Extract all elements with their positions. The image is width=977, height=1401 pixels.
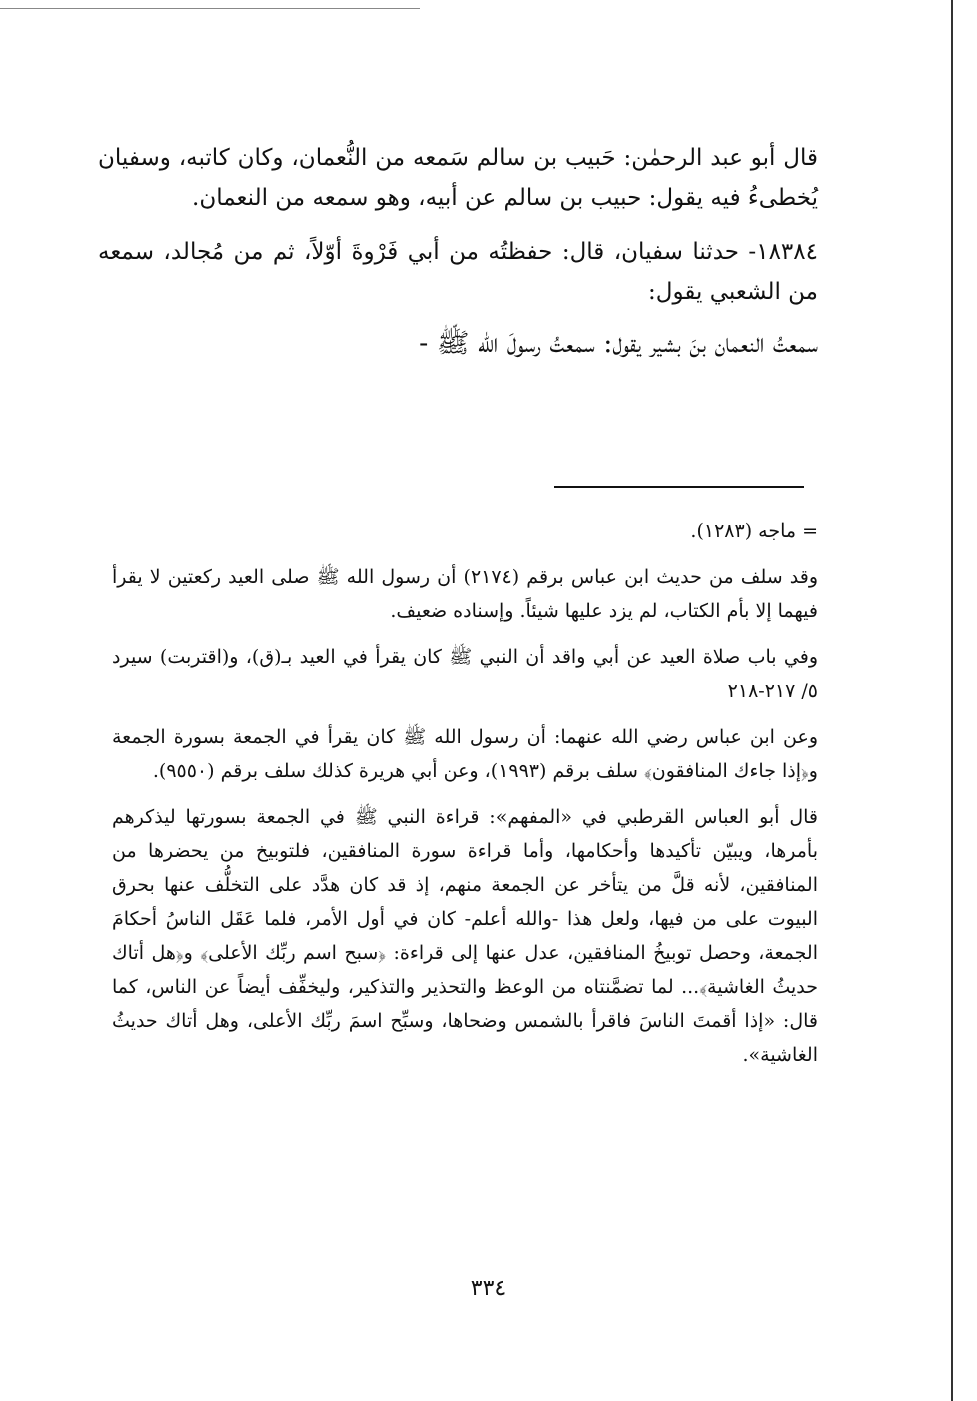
page-edge-line <box>951 0 953 1401</box>
footnote-continuation: = ماجه (١٢٨٣). <box>690 520 818 542</box>
paragraph-narration-note: قال أبو عبد الرحمٰن: حَبيب بن سالم سَمعه من النُّعمان، وكان كاتبه، وسفيان يُخطىءُ فيه يقول: حبيب بن سالم عن أبيه، وهو سمعه من النعمان. <box>98 145 818 211</box>
footnotes <box>112 514 818 1072</box>
top-rule <box>0 8 420 9</box>
page-number: ٣٣٤ <box>470 1276 507 1301</box>
main-text <box>98 138 818 366</box>
footnote-ibn-abbas: وقد سلف من حديث ابن عباس برقم (٢١٧٤) أن رسول الله ﷺ صلى العيد ركعتين لا يقرأ فيهما إلا بأم الكتاب، لم يزد عليها شيئاً. وإسناده ضعيف. <box>112 566 818 622</box>
footnote-eid-prayer: وفي باب صلاة العيد عن أبي واقد أن النبي ﷺ كان يقرأ في العيد بـ(ق)، و(اقتربت) سيرد ٥/ ٢١٧-٢١٨ <box>112 646 818 702</box>
footnote-separator <box>554 486 804 488</box>
footnote-qurtubi: قال أبو العباس القرطبي في «المفهم»: قراءة النبي ﷺ في الجمعة بسورتها ليذكرهم بأمرها، ويبيّن تأكيدها وأحكامها، وأما قراءة سورة المنافقين، فلتوبيخ من يحضرها من المنافقين، لأنه قلَّ من يتأخر عن الجمعة منهم، إذ قد كان هدَّد على التخلُّف عنها بحرق البيوت على من فيها، ولعل هذا -والله أعلم- كان في أول الأمر، فلما عَقَل الناسُ أحكامَ الجمعة، وحصل توبيخُ المنافقين، عدل عنها إلى قراءة: ﴿سبح اسم ربِّك الأعلى﴾ و﴿هل أتاك حديثُ الغاشية﴾... لما تضمَّنتاه من الوعظ والتحذير والتذكير، وليخفِّف أيضاً عن الناس، كما قال: «إذا أقمتَ الناسَ فاقرأ بالشمس وضحاها، وسبِّح اسمَ ربِّك الأعلى، وهل أتاك حديثُ الغاشية». <box>112 806 818 1066</box>
paragraph-hadith-chain: ١٨٣٨٤- حدثنا سفيان، قال: حفظتُه من أبي فَرْوةَ أوّلاً، ثم من مُجالد، سمعه من الشعبي يقول: <box>98 239 818 305</box>
footnote-jumuah: وعن ابن عباس رضي الله عنهما: أن رسول الله ﷺ كان يقرأ في الجمعة بسورة الجمعة و﴿إذا جاءك المنافقون﴾ سلف برقم (١٩٩٣)، وعن أبي هريرة كذلك سلف برقم (٩٥٥٠). <box>112 726 818 782</box>
paragraph-hadith-text: سمعتُ النعمان بنَ بشير يقول: سمعتُ رسولَ الله ﷺ - <box>419 328 818 359</box>
